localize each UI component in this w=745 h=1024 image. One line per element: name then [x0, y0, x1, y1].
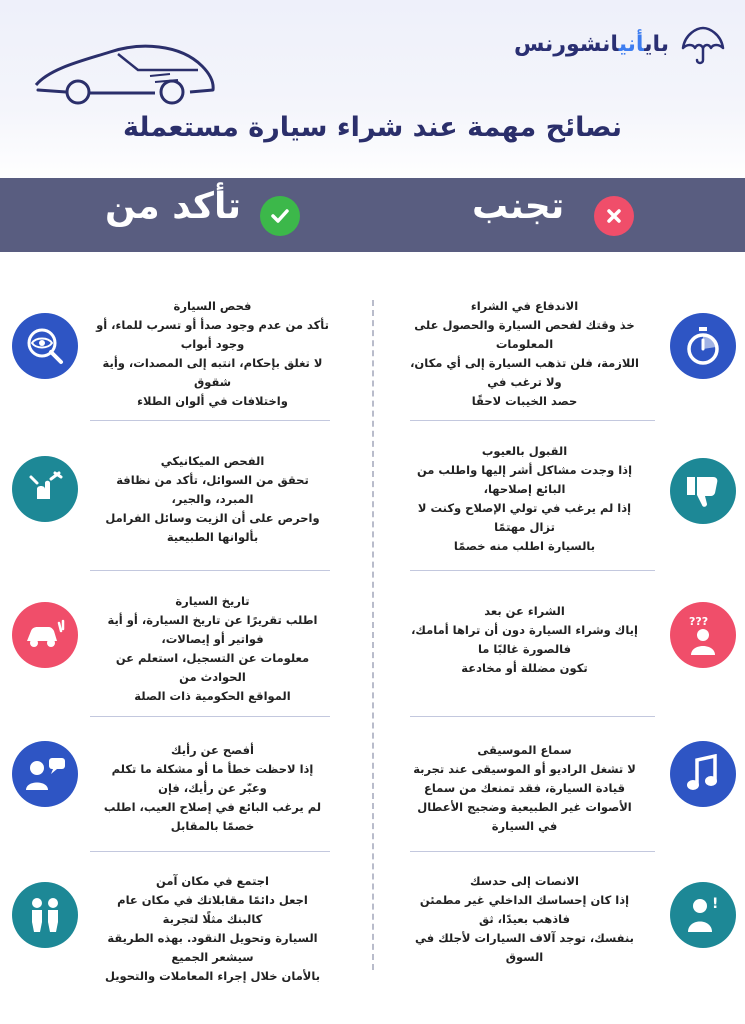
- avoid-item-text: حصد الخيبات لاحقًا: [471, 394, 578, 408]
- do-item-text: وعبّر عن رأيك، فإن: [158, 781, 267, 795]
- do-item-title: الفحص الميكانيكي: [160, 454, 265, 468]
- do-item-text: فواتير أو إيصالات،: [161, 632, 264, 646]
- car-crash-icon: [12, 602, 78, 668]
- do-item-text: تحقق من السوائل، تأكد من نظافة: [116, 473, 309, 487]
- do-item-text: كالبنك مثلًا لتجربة: [162, 912, 263, 926]
- do-item-text: إذا لاحظت خطأ ما أو مشكلة ما تكلم: [111, 762, 314, 776]
- columns-header: [0, 178, 745, 252]
- avoid-item-text: لا تشغل الراديو أو الموسيقى عند تجربة: [413, 762, 636, 776]
- do-item-text: لا تغلق بإحكام، انتبه إلى المصدات، وأية شقوق: [102, 356, 323, 389]
- do-item-title: اجتمع في مكان آمن: [155, 874, 270, 888]
- avoid-item-text: في السيارة: [491, 819, 558, 833]
- brand-name: بايأنيانشورنس: [513, 31, 669, 57]
- intuition-person-icon: [670, 882, 736, 948]
- avoid-item-4: [407, 741, 642, 836]
- do-item-text: سيشعر الجميع: [171, 950, 254, 964]
- avoid-item-text: بالسيارة اطلب منه خصمًا: [453, 539, 596, 553]
- do-item-2: [95, 452, 330, 547]
- avoid-item-title: سماع الموسيقى: [477, 743, 572, 757]
- do-item-3: [95, 592, 330, 706]
- music-note-icon: [670, 741, 736, 807]
- avoid-item-text: الأصوات غير الطبيعية وضجيج الأعطال: [417, 800, 632, 814]
- do-item-text: اطلب تقريرًا عن تاريخ السيارة، أو أية: [107, 613, 318, 627]
- do-item-text: لم يرغب البائع في إصلاح العيب، اطلب: [103, 800, 322, 814]
- avoid-item-text: إذا كان إحساسك الداخلي غير مطمئن: [419, 893, 630, 907]
- column-divider: [372, 300, 374, 970]
- do-item-text: بالأمان خلال إجراء المعاملات والتحويل: [104, 969, 321, 983]
- check-icon: [260, 196, 300, 236]
- do-item-text: المواقع الحكومية ذات الصلة: [134, 689, 291, 703]
- umbrella-icon: [679, 22, 727, 66]
- do-item-title: تاريخ السيارة: [175, 594, 250, 608]
- avoid-item-2: [407, 442, 642, 556]
- avoid-item-text: إياك وشراء السيارة دون أن تراها أمامك،: [411, 623, 638, 637]
- do-item-text: الحوادث من: [179, 670, 246, 684]
- do-item-text: معلومات عن التسجيل، استعلم عن: [115, 651, 310, 665]
- avoid-item-text: السوق: [505, 950, 544, 964]
- eye-search-icon: [12, 313, 78, 379]
- do-item-text: واختلافات في ألوان الطلاء: [137, 394, 288, 408]
- svg-text:!: !: [712, 896, 719, 912]
- avoid-item-text: إذا وجدت مشاكل أشر إليها واطلب من: [416, 463, 633, 477]
- speak-up-icon: [12, 741, 78, 807]
- separator: [90, 851, 330, 852]
- avoid-column-label: تجنب: [472, 186, 565, 227]
- brand-logo[interactable]: [514, 22, 727, 66]
- do-item-5: [95, 872, 330, 986]
- avoid-item-text: إذا لم يرغب في تولي الإصلاح وكنت لا: [417, 501, 632, 515]
- do-item-text: بألوانها الطبيعية: [166, 530, 259, 544]
- do-item-title: فحص السيارة: [173, 299, 252, 313]
- separator: [90, 420, 330, 421]
- avoid-item-text: البائع إصلاحها،: [483, 482, 566, 496]
- separator: [410, 716, 655, 717]
- wrench-hand-icon: [12, 456, 78, 522]
- avoid-item-title: الاندفاع في الشراء: [470, 299, 579, 313]
- car-outline-icon: [30, 30, 220, 110]
- do-item-1: [95, 297, 330, 411]
- thumbs-down-icon: [670, 458, 736, 524]
- stopwatch-icon: [670, 313, 736, 379]
- svg-text:???: ???: [689, 615, 709, 628]
- avoid-item-text: ولا ترغب في: [487, 375, 562, 389]
- header-background: [0, 0, 745, 180]
- avoid-item-text: قيادة السيارة، فقد تمنعك من سماع: [423, 781, 626, 795]
- avoid-item-text: المعلومات: [495, 337, 554, 351]
- do-column-label: تأكد من: [105, 186, 241, 227]
- do-item-title: أفصح عن رأيك: [171, 743, 254, 757]
- do-item-4: [95, 741, 330, 836]
- do-item-text: السيارة وتحويل النقود. بهذه الطريقة: [107, 931, 318, 945]
- cross-icon: [594, 196, 634, 236]
- page-title: نصائح مهمة عند شراء سيارة مستعملة: [122, 112, 623, 143]
- avoid-item-3: [407, 602, 642, 678]
- avoid-item-text: تكون مضللة أو مخادعة: [461, 661, 588, 675]
- do-item-text: المبرد، والجير،: [171, 492, 254, 506]
- avoid-item-text: تزال مهتمًا: [494, 520, 555, 534]
- avoid-item-text: فالصورة غالبًا ما: [477, 642, 572, 656]
- avoid-item-1: [407, 297, 642, 411]
- do-item-text: خصمًا بالمقابل: [170, 819, 255, 833]
- avoid-item-5: [407, 872, 642, 967]
- meeting-people-icon: [12, 882, 78, 948]
- avoid-item-text: بنفسك، توجد آلاف السيارات لأجلك في: [415, 931, 634, 945]
- avoid-item-text: فاذهب بعيدًا، ثق: [478, 912, 571, 926]
- avoid-item-text: اللازمة، فلن تذهب السيارة إلى أي مكان،: [410, 356, 639, 370]
- separator: [410, 570, 655, 571]
- separator: [410, 851, 655, 852]
- avoid-item-title: الانصات إلى حدسك: [470, 874, 579, 888]
- separator: [90, 716, 330, 717]
- confused-person-icon: [670, 602, 736, 668]
- avoid-item-title: القبول بالعيوب: [481, 444, 568, 458]
- separator: [410, 420, 655, 421]
- do-item-text: اجعل دائمًا مقابلاتك في مكان عام: [117, 893, 308, 907]
- avoid-item-title: الشراء عن بعد: [484, 604, 565, 618]
- do-item-text: تأكد من عدم وجود صدأ أو تسرب للماء، أو وجود أبواب: [96, 318, 329, 351]
- separator: [90, 570, 330, 571]
- avoid-item-text: خذ وقتك لفحص السيارة والحصول على: [414, 318, 635, 332]
- do-item-text: واحرص على أن الزيت وسائل الفرامل: [105, 511, 320, 525]
